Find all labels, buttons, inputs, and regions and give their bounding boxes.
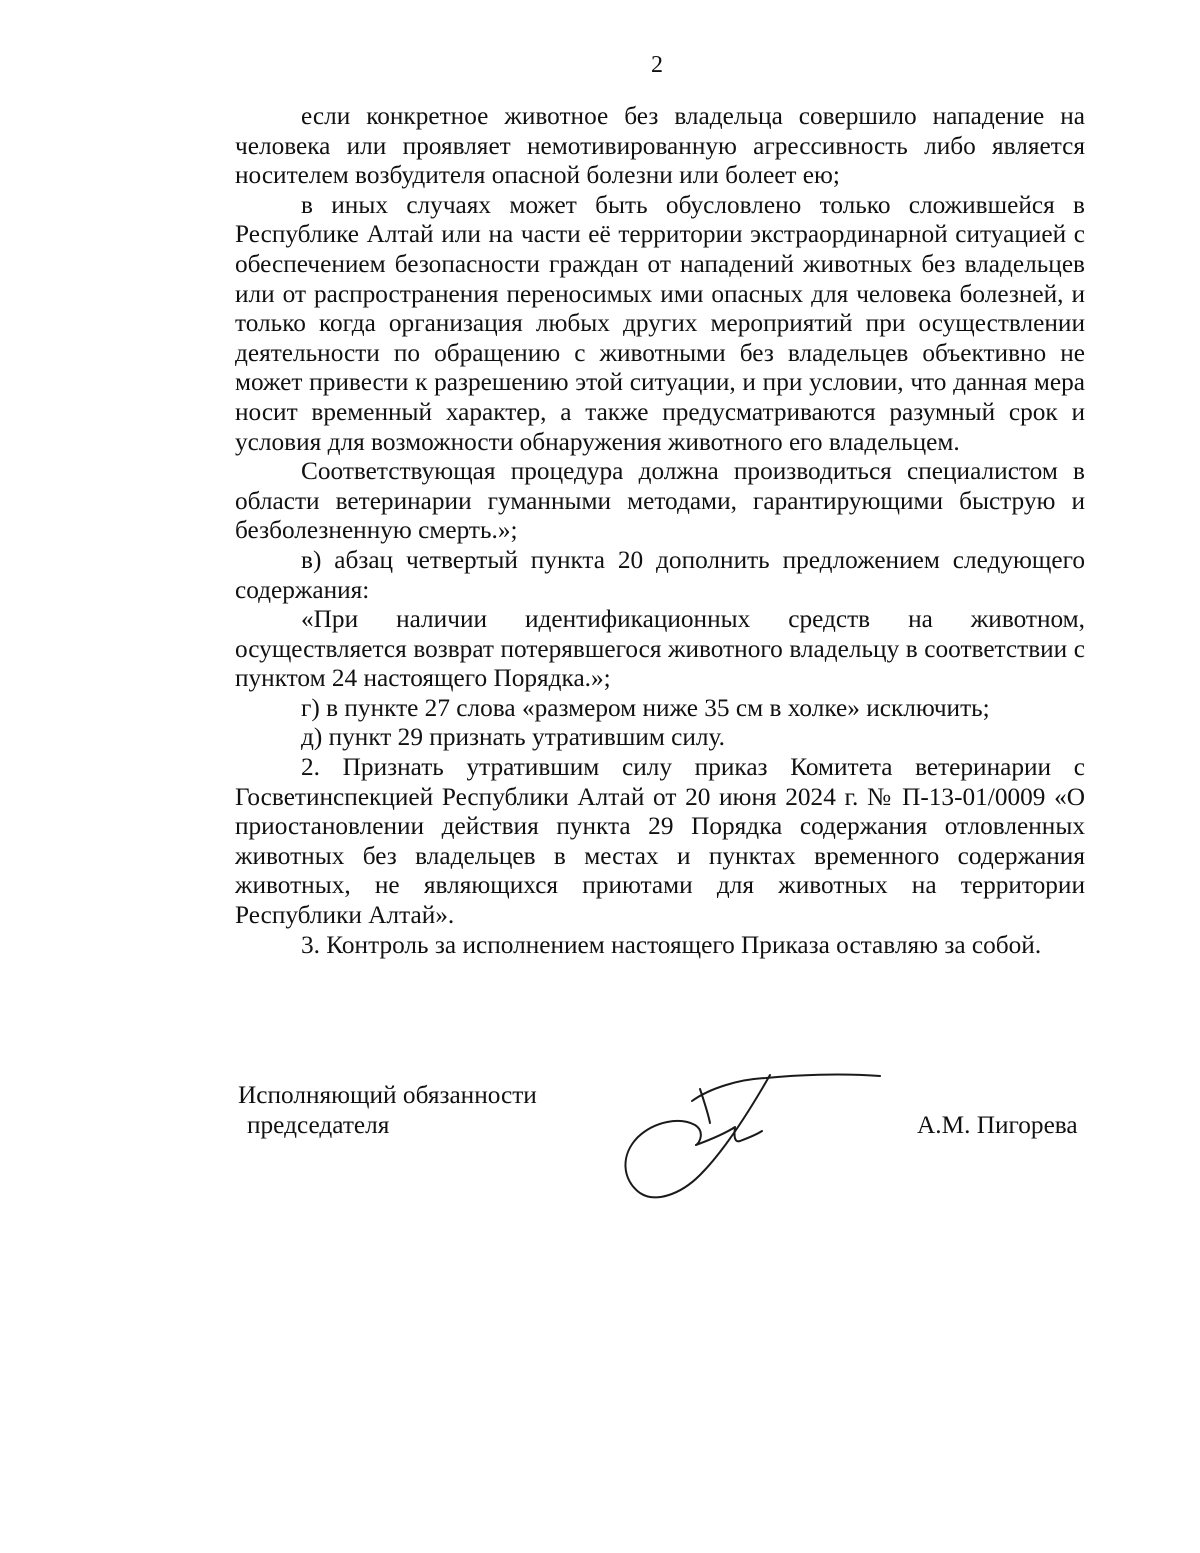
paragraph: 3. Контроль за исполнением настоящего Приказа оставляю за собой.	[301, 930, 1042, 959]
paragraph: Соответствующая процедура должна производиться специалистом в области ветеринарии гуманными методами, гарантирующими быструю и безболезненную смерть.»;	[235, 457, 1085, 545]
document-body	[235, 102, 1085, 960]
paragraph: в) абзац четвертый пункта 20 дополнить предложением следующего содержания:	[235, 545, 1085, 604]
signatory-position-line1: Исполняющий обязанности	[238, 1081, 537, 1109]
paragraph: «При наличии идентификационных средств на животном, осуществляется возврат потерявшегося животного владельцу в соответствии с пунктом 24 настоящего Порядка.»;	[235, 605, 1085, 693]
paragraph: г) в пункте 27 слова «размером ниже 35 см в холке» исключить;	[301, 693, 990, 722]
signatory-position	[238, 1081, 537, 1140]
paragraph: 2. Признать утратившим силу приказ Комитета ветеринарии с Госветинспекцией Республики Алтай от 20 июня 2024 г. № П-13-01/0009 «О приостановлении действия пункта 29 Порядка содержания отловленных животных без владельцев в местах и пунктах временного содержания животных, не являющихся приютами для животных на территории Республики Алтай».	[235, 753, 1085, 930]
paragraph: в иных случаях может быть обусловлено только сложившейся в Республике Алтай или на части её территории экстраординарной ситуацией с обеспечением безопасности граждан от нападений животных без владельцев или от распространения переносимых ими опасных для человека болезней, и только когда организация любых других мероприятий при осуществлении деятельности по обращению с животными без владельцев объективно не может привести к разрешению этой ситуации, и при условии, что данная мера носит временный характер, а также предусматриваются разумный срок и условия для возможности обнаружения животного его владельцем.	[235, 190, 1085, 456]
paragraph: д) пункт 29 признать утратившим силу.	[301, 723, 725, 752]
paragraph: если конкретное животное без владельца совершило нападение на человека или проявляет немотивированную агрессивность либо является носителем возбудителя опасной болезни или болеет ею;	[235, 102, 1085, 190]
page-number: 2	[651, 52, 663, 78]
handwritten-signature	[600, 1055, 900, 1215]
signatory-name: А.М. Пигорева	[917, 1111, 1078, 1139]
signatory-position-line2: председателя	[247, 1110, 390, 1139]
